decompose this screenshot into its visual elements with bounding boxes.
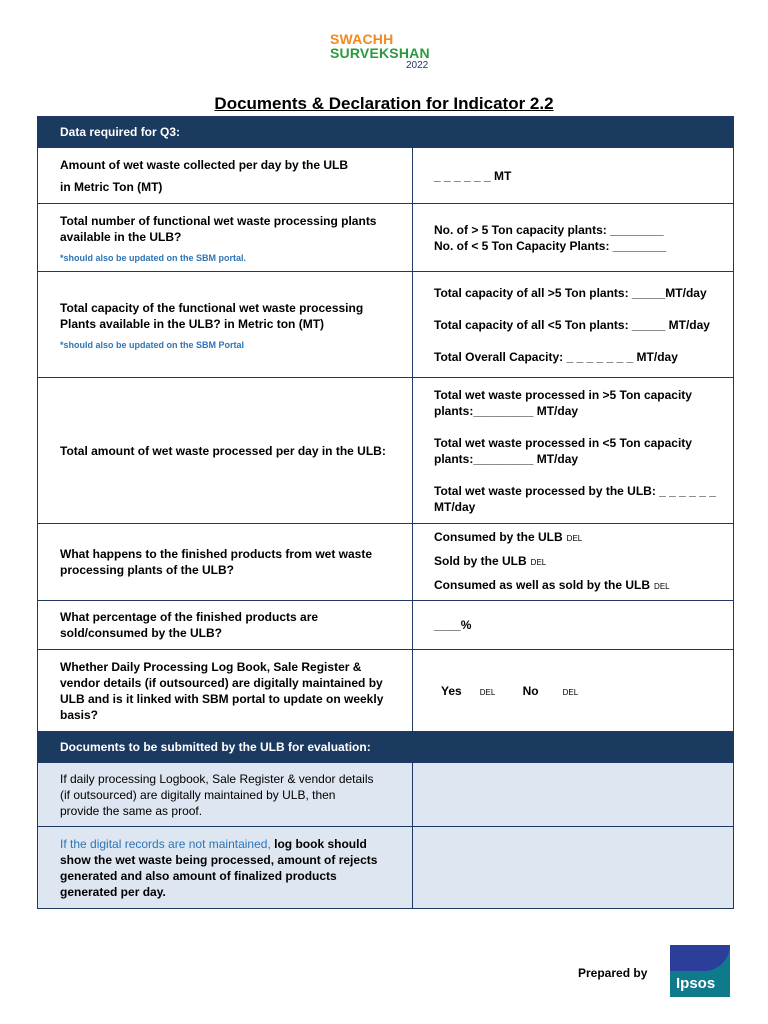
question-text: in Metric Ton (MT) — [60, 179, 163, 194]
answer-blank[interactable]: Total capacity of all >5 Ton plants: _____MT/day — [434, 285, 707, 300]
document-upload-cell[interactable] — [413, 827, 734, 909]
section-header-documents — [38, 732, 734, 763]
table-row — [38, 827, 734, 909]
prepared-by-label: Prepared by — [578, 966, 648, 980]
answer-blank[interactable]: Total capacity of all <5 Ton plants: _____ MT/day — [434, 317, 710, 332]
question-cell — [38, 204, 413, 272]
option-consumed[interactable]: Consumed by the ULB DEL — [434, 530, 583, 544]
portal-note: *should also be updated on the SBM portal. — [60, 252, 247, 263]
ipsos-logo-shape — [670, 945, 730, 971]
table-row — [38, 272, 734, 378]
answer-text: Total wet waste processed in <5 Ton capacity — [434, 435, 692, 450]
question-text: Total capacity of the functional wet waste processing — [60, 300, 364, 315]
question-text: Total number of functional wet waste processing plants — [60, 213, 377, 228]
document-upload-cell[interactable] — [413, 763, 734, 827]
option-no[interactable]: No DEL — [522, 683, 579, 698]
logo-line1: SWACHH — [330, 31, 394, 47]
answer-text: MT/day — [434, 499, 476, 514]
question-text: processing plants of the ULB? — [60, 563, 235, 577]
answer-cell — [413, 650, 734, 732]
highlight-text: If the digital records are not maintained, — [60, 836, 271, 851]
page-title: Documents & Declaration for Indicator 2.2 — [214, 94, 554, 113]
answer-cell[interactable] — [413, 378, 734, 524]
option-consumed-and-sold[interactable]: Consumed as well as sold by the ULB DEL — [434, 578, 670, 592]
logo-line2: SURVEKSHAN — [330, 45, 430, 61]
del-mark[interactable]: DEL — [562, 687, 579, 697]
question-cell — [38, 148, 413, 204]
answer-blank[interactable]: Total wet waste processed by the ULB: _ _ _ _ _ _ — [434, 483, 716, 498]
table-row — [38, 763, 734, 827]
answer-blank[interactable]: ____% — [434, 618, 472, 632]
answer-blank[interactable]: plants:_________ MT/day — [434, 451, 579, 466]
section-header-text: Documents to be submitted by the ULB for evaluation: — [38, 732, 734, 763]
table-row — [38, 148, 734, 204]
question-cell — [38, 378, 413, 524]
document-text: generated and also amount of finalized products — [60, 868, 337, 883]
document-text: If daily processing Logbook, Sale Register & vendor details — [60, 771, 374, 786]
answer-text: Total wet waste processed in >5 Ton capacity — [434, 387, 692, 402]
question-cell — [38, 601, 413, 650]
question-text: Amount of wet waste collected per day by the ULB — [60, 157, 349, 172]
question-text: Plants available in the ULB? in Metric ton (MT) — [60, 316, 325, 331]
ipsos-logo-text: Ipsos — [676, 975, 716, 992]
table-row — [38, 650, 734, 732]
answer-blank[interactable]: Total Overall Capacity: _ _ _ _ _ _ _ MT/day — [434, 349, 678, 364]
answer-cell[interactable] — [413, 204, 734, 272]
answer-cell[interactable] — [413, 272, 734, 378]
answer-cell — [413, 524, 734, 601]
document-text: generated per day. — [60, 884, 166, 899]
question-text: sold/consumed by the ULB? — [60, 626, 223, 640]
logo-year: 2022 — [406, 60, 429, 71]
document-text: show the wet waste being processed, amount of rejects — [60, 852, 378, 867]
table-row — [38, 524, 734, 601]
table-row — [38, 204, 734, 272]
del-mark[interactable]: DEL — [479, 687, 496, 697]
swachh-survekshan-logo — [322, 25, 442, 77]
question-text: Whether Daily Processing Log Book, Sale Register & — [60, 659, 362, 674]
section-header-text: Data required for Q3: — [38, 117, 734, 148]
answer-blank[interactable]: No. of < 5 Ton Capacity Plants: ________ — [434, 238, 667, 253]
answer-cell[interactable] — [413, 601, 734, 650]
option-yes[interactable]: Yes DEL — [441, 683, 496, 698]
del-mark[interactable]: DEL — [654, 582, 670, 591]
answer-blank[interactable]: _ _ _ _ _ _ MT — [434, 168, 512, 183]
table-row — [38, 601, 734, 650]
question-cell — [38, 524, 413, 601]
ipsos-logo — [670, 945, 730, 997]
question-text: Total amount of wet waste processed per day in the ULB: — [60, 443, 386, 458]
question-text: What percentage of the finished products are — [60, 610, 319, 624]
section-header-data — [38, 117, 734, 148]
question-text: available in the ULB? — [60, 229, 182, 244]
answer-blank[interactable]: plants:_________ MT/day — [434, 403, 579, 418]
del-mark[interactable]: DEL — [566, 534, 583, 543]
document-text: (if outsourced) are digitally maintained by ULB, then — [60, 787, 336, 802]
document-text: provide the same as proof. — [60, 803, 203, 818]
document-cell — [38, 827, 413, 909]
question-text: basis? — [60, 707, 99, 722]
indicator-table — [37, 116, 734, 909]
table-row — [38, 378, 734, 524]
question-cell — [38, 272, 413, 378]
question-cell — [38, 650, 413, 732]
answer-cell[interactable] — [413, 148, 734, 204]
question-text: ULB and is it linked with SBM portal to update on weekly — [60, 691, 384, 706]
document-cell — [38, 763, 413, 827]
del-mark[interactable]: DEL — [530, 558, 547, 567]
document-text: If the digital records are not maintained, log book should — [60, 836, 367, 851]
question-text: What happens to the finished products from wet waste — [60, 547, 373, 561]
option-sold[interactable]: Sold by the ULB DEL — [434, 554, 547, 568]
portal-note: *should also be updated on the SBM Portal — [60, 339, 245, 350]
answer-blank[interactable]: No. of > 5 Ton capacity plants: ________ — [434, 222, 664, 237]
question-text: vendor details (if outsourced) are digitally maintained by — [60, 675, 383, 690]
